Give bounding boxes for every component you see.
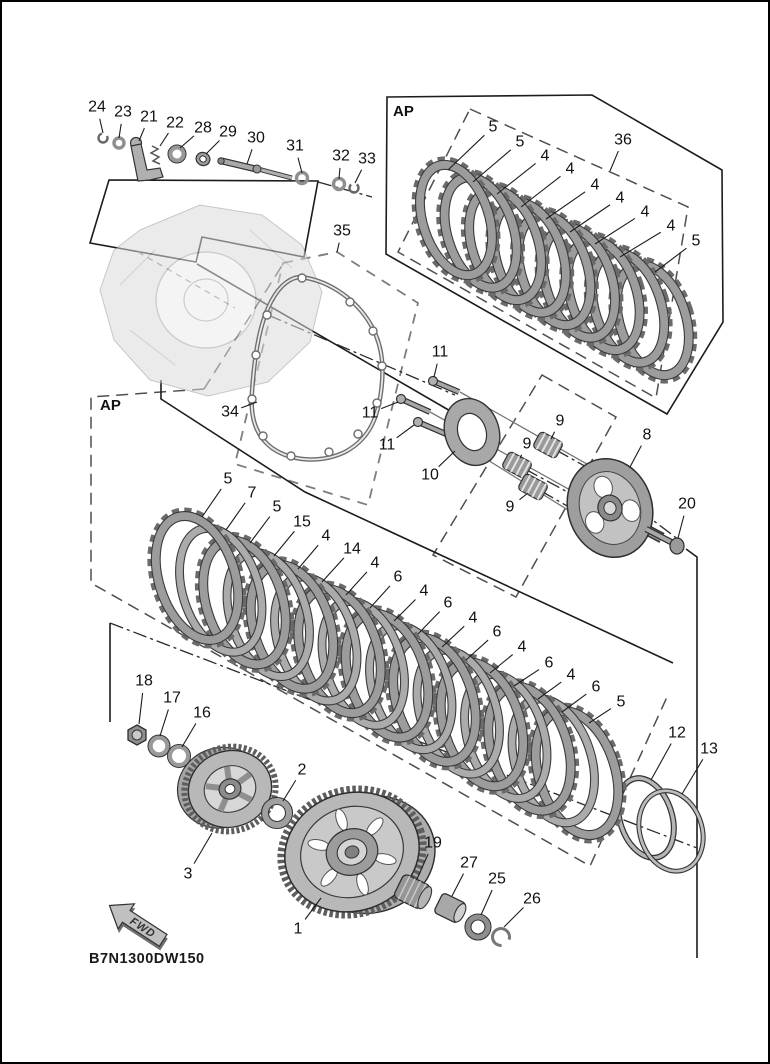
- callout-label: 4: [321, 527, 331, 545]
- callout-label: 15: [293, 513, 311, 531]
- crankcase-bore: [156, 252, 256, 348]
- callout-label: 17: [163, 689, 181, 707]
- callout-label: 30: [247, 129, 265, 147]
- callout-label: 36: [614, 131, 632, 149]
- callout-label: 6: [443, 594, 453, 612]
- ap-label-left: AP: [100, 397, 121, 414]
- callout-label: 33: [358, 150, 376, 168]
- part-code-text: B7N1300DW150: [89, 951, 205, 967]
- callout-label: 16: [193, 704, 211, 722]
- callout-label: 7: [247, 484, 257, 502]
- callout-label: 6: [492, 623, 502, 641]
- callout-label: 6: [544, 654, 554, 672]
- callout-label: 4: [517, 638, 527, 656]
- callout-label: 5: [616, 693, 626, 711]
- callout-label: 23: [114, 103, 132, 121]
- callout-label: 5: [515, 133, 525, 151]
- fwd-arrow-label: FWD: [127, 915, 158, 941]
- callout-label: 18: [135, 672, 153, 690]
- callout-label: 2: [297, 761, 307, 779]
- callout-label: 21: [140, 108, 158, 126]
- callout-label: 35: [333, 222, 351, 240]
- callout-label: 12: [668, 724, 686, 742]
- callout-label: 1: [293, 920, 303, 938]
- callout-label: 10: [421, 466, 439, 484]
- callout-label: 20: [678, 495, 696, 513]
- callout-label: 4: [370, 554, 380, 572]
- callout-label: 6: [591, 678, 601, 696]
- callout-label: 14: [343, 540, 361, 558]
- callout-label: 4: [640, 203, 650, 221]
- callout-label: 4: [419, 582, 429, 600]
- callout-label: 26: [523, 890, 541, 908]
- callout-label: 5: [272, 498, 282, 516]
- callout-label: 4: [566, 666, 576, 684]
- callout-label: 5: [223, 470, 233, 488]
- callout-label: 3: [183, 865, 193, 883]
- callout-label: 4: [615, 189, 625, 207]
- callout-label: 27: [460, 854, 478, 872]
- callout-label: 32: [332, 147, 350, 165]
- callout-label: 8: [642, 426, 652, 444]
- nut-18-hole: [132, 730, 142, 740]
- callout-label: 28: [194, 119, 212, 137]
- callout-label: 34: [221, 403, 239, 421]
- callout-label: 5: [488, 118, 498, 136]
- callout-label: 4: [590, 176, 600, 194]
- callout-label: 24: [88, 98, 106, 116]
- callout-label: 4: [565, 160, 575, 178]
- ap-label-top-right: AP: [393, 103, 414, 120]
- callout-label: 5: [691, 232, 701, 250]
- callout-label: 9: [555, 412, 565, 430]
- callout-label: 13: [700, 740, 718, 758]
- callout-label: 29: [219, 123, 237, 141]
- callout-label: 4: [666, 217, 676, 235]
- callout-label: 4: [468, 609, 478, 627]
- callout-label: 22: [166, 114, 184, 132]
- callout-label: 11: [431, 343, 449, 361]
- callout-label: 31: [286, 137, 304, 155]
- callout-label: 4: [540, 147, 550, 165]
- callout-label: 9: [522, 435, 532, 453]
- callout-label: 25: [488, 870, 506, 888]
- callout-label: 11: [361, 404, 379, 422]
- callout-label: 9: [505, 498, 515, 516]
- callout-label: 6: [393, 568, 403, 586]
- callout-label: 19: [424, 834, 442, 852]
- callout-label: 11: [378, 436, 396, 454]
